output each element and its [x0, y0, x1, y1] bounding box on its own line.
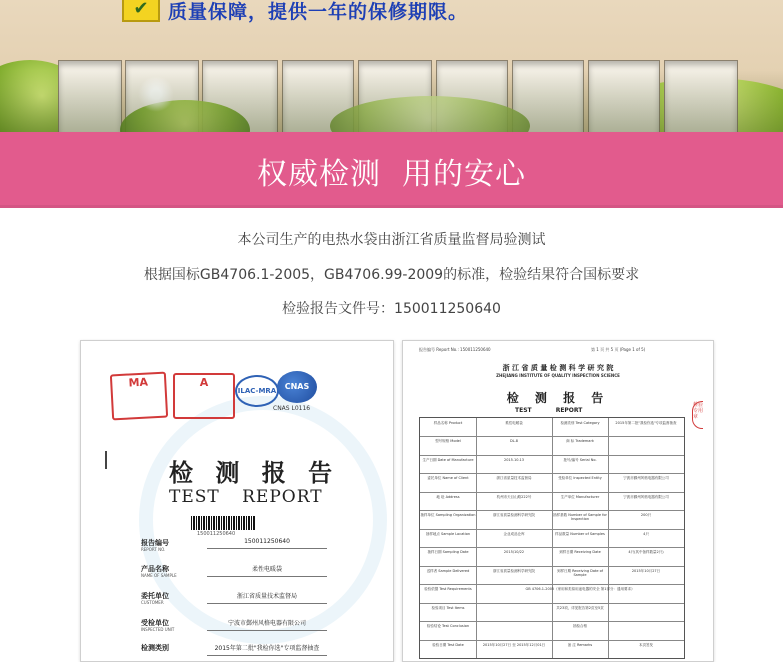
cnas-logo: CNAS [277, 371, 317, 403]
field-label-en: INSPECTED UNIT [141, 627, 175, 632]
table-cell: 备 注 Remarks [567, 642, 593, 647]
table-cell: 200只 [640, 513, 652, 518]
table-cell: 检验依据 Test Requirements [424, 587, 472, 592]
table-cell: 本页签发 [639, 642, 653, 647]
report-title-cn: 检 测 报 告 [169, 458, 340, 487]
field-value: 2015年第二批"我检你选"专项监督抽查 [207, 643, 327, 656]
table-cell: 2015年10月27日 [631, 568, 661, 573]
table-cell: 地 址 Address [436, 494, 460, 499]
report-table [419, 417, 685, 659]
table-cell: DL-8 [509, 439, 519, 444]
checkmark-icon: ✔ [122, 0, 160, 22]
table-cell: 检测类别 Test Category [560, 421, 600, 425]
table-cell: 抽样基数 Number of Sample for Inspection [553, 513, 607, 522]
field-value: 宁波市鄞州风格电器有限公司 [207, 618, 327, 631]
table-row-line [420, 492, 684, 493]
field-customer [141, 591, 341, 613]
table-cell: 到样日期 Receiving Date of Sample [556, 568, 604, 577]
test-report-cover [80, 340, 394, 662]
table-cell: 宁波市鄞州风格电器有限公司 [623, 494, 669, 499]
institute-name-en: ZHEJIANG INSTITUTE OF QUALITY INSPECTION SCIENCE [496, 373, 620, 378]
table-row-line [420, 640, 684, 641]
test-report-page [402, 340, 714, 662]
institute-name: 浙 江 省 质 量 检 测 科 学 研 究 院 [502, 364, 614, 372]
field-label: 产品名称 [141, 565, 169, 573]
edge-mark [105, 451, 107, 469]
table-cell: 企业成品仓库 [503, 531, 525, 536]
table-cell: 2015.10.13 [503, 457, 525, 462]
field-label: 委托单位 [141, 592, 169, 600]
field-inspected-unit [141, 618, 341, 640]
report-title: 检 测 报 告 [506, 391, 610, 405]
barcode [191, 516, 255, 530]
table-row-line [420, 603, 684, 604]
table-cell: 4只(其中备样数量2只) [628, 550, 664, 555]
table-cell: 到样日期 Receiving Date [559, 550, 601, 555]
table-cell: 2015年第二批"我检你选"专项监督抽查 [615, 421, 677, 425]
table-row-line [420, 473, 684, 474]
field-label-en: REPORT NO. [141, 547, 166, 552]
banner-shade [0, 70, 783, 132]
table-cell: 送样者 Sample Delivered [426, 568, 470, 573]
table-cell: 浙江省质量检测科学研究院 [493, 513, 535, 518]
table-cell: 4只 [643, 531, 649, 536]
field-value: 柔性电暖袋 [207, 564, 327, 577]
table-cell: 2015/10/22 [503, 550, 525, 555]
table-cell: 委托单位 Name of Client [427, 476, 469, 481]
table-cell: 批号/编号 Serial No. [563, 457, 597, 462]
table-cell: 商 标 Trademark [566, 439, 594, 444]
table-row-line [420, 455, 684, 456]
table-cell: 杭州市天目山路222号 [496, 494, 532, 499]
report-subtitle: TEST REPORT [515, 407, 583, 414]
section-title: 权威检测 用的安心 [256, 157, 527, 192]
table-cell: 柔性电暖袋 [505, 421, 523, 425]
description-line-3: 检验报告文件号：150011250640 [282, 301, 501, 317]
page-number: 第 1 页 共 5 页 (Page 1 of 5) [591, 347, 646, 352]
table-cell: 样品名称 Product [433, 421, 463, 425]
table-cell: 生产日期 Date of Manufacture [422, 457, 474, 462]
inspection-seal: 检验专用章 [692, 401, 703, 429]
table-cell: 检验日期 Test Date [432, 642, 464, 647]
table-row-line [420, 436, 684, 437]
table-cell: 共23项，详见报告第2页至5页 [556, 605, 604, 610]
table-row-line [420, 547, 684, 548]
table-cell: 浙江省质量技术监督局 [496, 476, 532, 481]
banner-slogan: 质量保障，提供一年的保修期限。 [168, 1, 469, 23]
field-label: 受检单位 [141, 619, 169, 627]
report-title-en: TEST REPORT [169, 487, 323, 507]
section-header [0, 132, 783, 208]
field-label-en: CUSTOMER [141, 600, 164, 605]
table-cell: 抽样地点 Sample Location [425, 531, 471, 536]
table-cell: 检验结论 Test Conclusion [426, 624, 470, 629]
field-label: 检测类别 [141, 644, 169, 652]
field-sample-name [141, 564, 341, 586]
table-row-line [420, 584, 684, 585]
table-cell: 型号规格 Model [435, 439, 461, 444]
table-cell: 生产单位 Manufacturer [560, 494, 600, 499]
description-line-2: 根据国标GB4706.1-2005，GB4706.99-2009的标准，检验结果符合国标要求 [143, 267, 640, 283]
report-number: 报告编号 Report No.: 150011250640 [419, 347, 491, 352]
table-cell: 抽样日期 Sampling Date [427, 550, 469, 555]
table-cell: 检验项目 Test Items [431, 605, 465, 610]
table-cell: 抽样单位 Sampling Organization [420, 513, 476, 518]
cnas-number: CNAS L0116 [273, 405, 311, 412]
field-label: 报告编号 [141, 539, 169, 547]
field-report-no [141, 538, 341, 560]
field-value: 浙江省质量技术监督局 [207, 591, 327, 604]
table-row-line [420, 566, 684, 567]
table-cell: GB 4706.1-2005《家用和类似用途电器的安全 第1部分：通用要求》 [525, 587, 635, 592]
cal-stamp [173, 373, 235, 419]
table-cell: 2015年10月27日 至 2015年12月01日 [482, 642, 546, 647]
table-cell: 样品数量 Number of Samples [555, 531, 605, 536]
table-row-line [420, 510, 684, 511]
description-line-1: 本公司生产的电热水袋由浙江省质量监督局验测试 [237, 232, 546, 248]
promo-banner [0, 0, 783, 132]
field-label-en: NAME OF SAMPLE [141, 573, 177, 578]
stamp-label: A [199, 376, 209, 389]
cma-stamp [110, 372, 168, 421]
table-cell: 抽检合格 [573, 624, 587, 629]
table-row-line [420, 529, 684, 530]
table-row-line [420, 621, 684, 622]
stamp-label: MA [128, 375, 149, 390]
barcode-number: 150011250640 [197, 531, 236, 537]
field-value: 150011250640 [207, 538, 327, 549]
table-cell: 浙江省质量检测科学研究院 [493, 568, 535, 573]
table-cell: 受检单位 Inspected Entity [558, 476, 602, 481]
table-cell: 宁波市鄞州风格电器有限公司 [623, 476, 669, 481]
ilac-mra-logo: ILAC-MRA [235, 375, 279, 407]
